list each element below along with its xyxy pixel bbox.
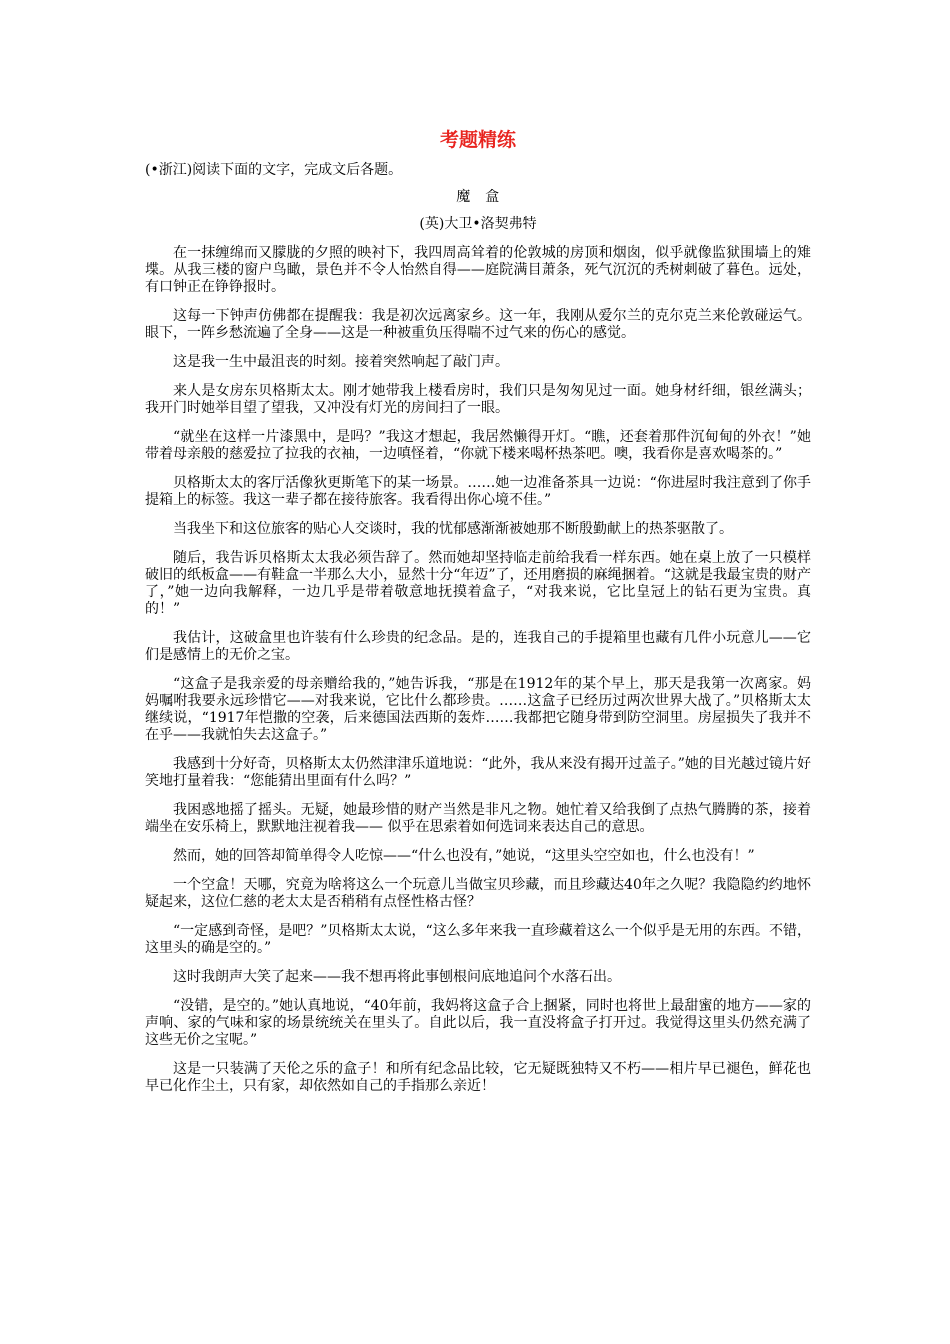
paragraph: 贝格斯太太的客厅活像狄更斯笔下的某一场景。……她一边准备茶具一边说：“你进屋时我注意到了你手提箱上的标签。我这一辈子都在接待旅客。我看得出你心境不佳。” — [145, 475, 811, 508]
paragraph: 这是一只装满了天伦之乐的盒子！和所有纪念品比较，它无疑既独特又不朽——相片早已褪色，鲜花也早已化作尘土，只有家，却依然如自己的手指那么亲近！ — [145, 1061, 811, 1094]
story-title: 魔 盒 — [456, 189, 500, 205]
paragraph: 这时我朗声大笑了起来——我不想再将此事刨根问底地追问个水落石出。 — [173, 969, 621, 985]
paragraph: 我估计，这破盒里也许装有什么珍贵的纪念品。是的，连我自己的手提箱里也藏有几件小玩意儿——它们是感情上的无价之宝。 — [145, 630, 811, 663]
story-author: (英)大卫•洛契弗特 — [419, 216, 537, 232]
paragraph: 来人是女房东贝格斯太太。刚才她带我上楼看房时，我们只是匆匆见过一面。她身材纤细，银丝满头；我开门时她举目望了望我，又冲没有灯光的房间扫了一眼。 — [145, 383, 811, 416]
paragraph: 这是我一生中最沮丧的时刻。接着突然响起了敲门声。 — [173, 354, 509, 370]
page-title: 考题精练 — [439, 129, 516, 151]
paragraph: 随后，我告诉贝格斯太太我必须告辞了。然而她却坚持临走前给我看一样东西。她在桌上放了一只模样破旧的纸板盒——有鞋盒一半那么大小，显然十分“年迈”了，还用磨损的麻绳捆着。“这就是我最宝贵的财产了，”她一边向我解释，一边几乎是带着敬意地抚摸着盒子，“对我来说，它比皇冠上的钻石更为宝贵。真的！” — [145, 550, 811, 617]
document-page — [145, 128, 811, 1107]
paragraph: “没错，是空的。”她认真地说，“40年前，我妈将这盒子合上捆紧，同时也将世上最甜蜜的地方——家的声响、家的气味和家的场景统统关在里头了。自此以后，我一直没将盒子打开过。我觉得这里头仍然充满了这些无价之宝呢。” — [145, 998, 811, 1048]
paragraph: 我感到十分好奇，贝格斯太太仍然津津乐道地说：“此外，我从来没有揭开过盖子。”她的目光越过镜片好笑地打量着我：“您能猜出里面有什么吗？” — [145, 756, 811, 789]
paragraph: “一定感到奇怪，是吧？”贝格斯太太说，“这么多年来我一直珍藏着这么一个似乎是无用的东西。不错，这里头的确是空的。” — [145, 923, 811, 956]
paragraph: 然而，她的回答却简单得令人吃惊——“什么也没有，”她说，“这里头空空如也，什么也没有！” — [173, 848, 755, 864]
paragraph: 这每一下钟声仿佛都在提醒我：我是初次远离家乡。这一年，我刚从爱尔兰的克尔克兰来伦敦碰运气。眼下，一阵乡愁流遍了全身——这是一种被重负压得喘不过气来的伤心的感觉。 — [145, 308, 811, 341]
paragraph: 在一抹缠绵而又朦胧的夕照的映衬下，我四周高耸着的伦敦城的房顶和烟囱，似乎就像监狱围墙上的雉堞。从我三楼的窗户鸟瞰，景色并不令人怡然自得——庭院满目萧条，死气沉沉的秃树刺破了暮色。远处，有口钟正在铮铮报时。 — [145, 245, 811, 295]
paragraph: “这盒子是我亲爱的母亲赠给我的，”她告诉我，“那是在1912年的某个早上，那天是我第一次离家。妈妈嘱咐我要永远珍惜它——对我来说，它比什么都珍贵。……这盒子已经历过两次世界大战了。”贝格斯太太继续说，“1917年恺撒的空袭，后来德国法西斯的轰炸……我都把它随身带到防空洞里。房屋损失了我并不在乎——我就怕失去这盒子。” — [145, 676, 811, 743]
paragraph: 当我坐下和这位旅客的贴心人交谈时，我的忧郁感渐渐被她那不断殷勤献上的热茶驱散了。 — [173, 521, 733, 537]
paragraph: “就坐在这样一片漆黑中，是吗？”我这才想起，我居然懒得开灯。“瞧，还套着那件沉甸甸的外衣！”她带着母亲般的慈爱拉了拉我的衣袖，一边嗔怪着，“你就下楼来喝杯热茶吧。噢，我看你是喜欢喝茶的。” — [145, 429, 811, 462]
paragraph: 我困惑地摇了摇头。无疑，她最珍惜的财产当然是非凡之物。她忙着又给我倒了点热气腾腾的茶，接着端坐在安乐椅上，默默地注视着我—— 似乎在思索着如何选词来表达自己的意思。 — [145, 802, 811, 835]
paragraph: 一个空盒！天哪，究竟为啥将这么一个玩意儿当做宝贝珍藏，而且珍藏达40年之久呢？我隐隐约约地怀疑起来，这位仁慈的老太太是否稍稍有点怪性格古怪？ — [145, 877, 811, 910]
question-intro: (•浙江)阅读下面的文字，完成文后各题。 — [145, 162, 403, 178]
